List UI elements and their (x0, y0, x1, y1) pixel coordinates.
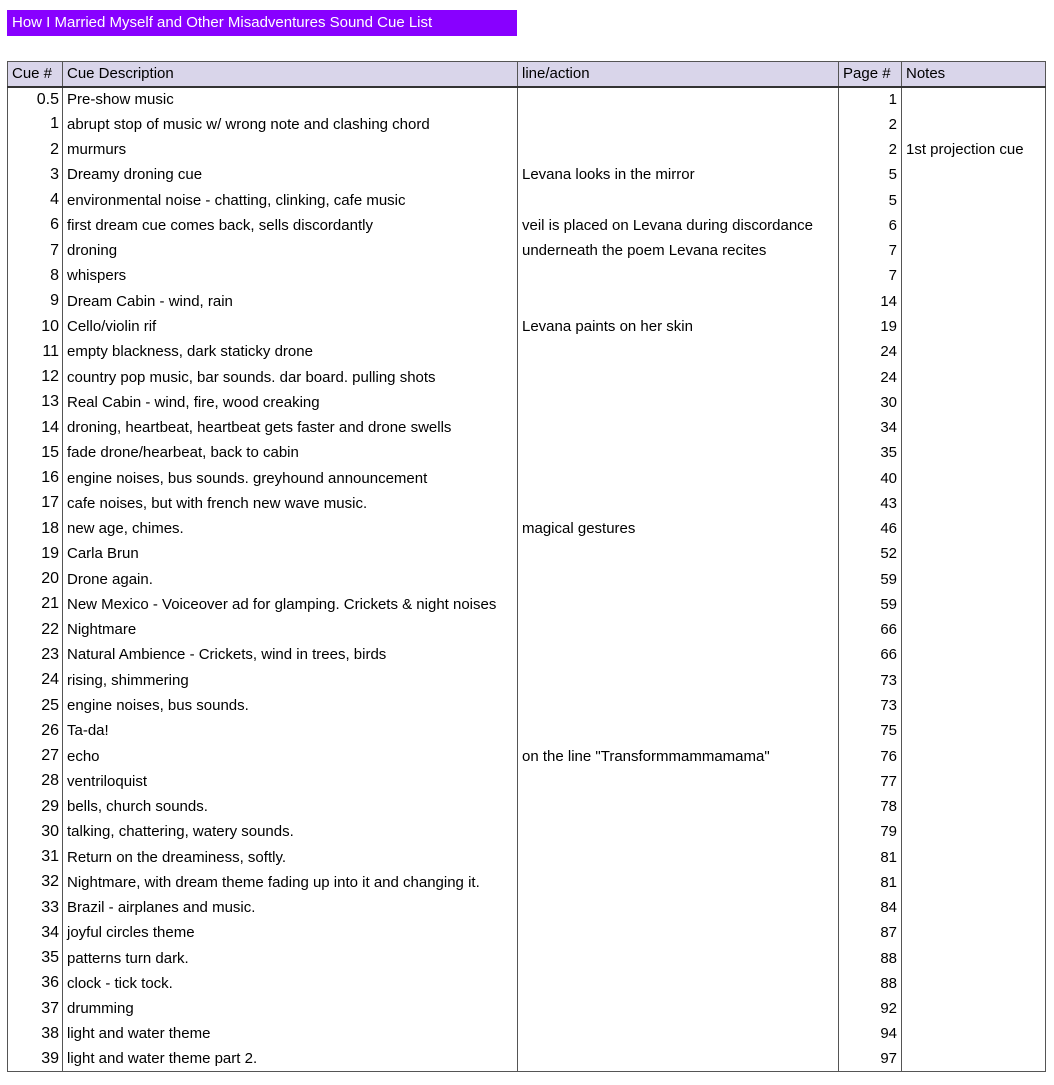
cue-number-cell: 38 (8, 1021, 63, 1046)
notes-cell (902, 895, 1046, 920)
cue-description-cell: New Mexico - Voiceover ad for glamping. Crickets & night noises (63, 592, 518, 617)
cue-number-cell: 32 (8, 870, 63, 895)
notes-cell (902, 870, 1046, 895)
line-action-cell: on the line "Transformmammamama" (518, 743, 839, 768)
table-row (8, 440, 1046, 465)
cue-number-cell: 29 (8, 794, 63, 819)
notes-cell (902, 238, 1046, 263)
cue-list-table (7, 61, 1046, 1072)
cue-number-cell: 0.5 (8, 87, 63, 112)
header-notes: Notes (902, 62, 1046, 87)
line-action-cell (518, 996, 839, 1021)
notes-cell (902, 364, 1046, 389)
line-action-cell (518, 263, 839, 288)
table-row (8, 314, 1046, 339)
line-action-cell: Levana paints on her skin (518, 314, 839, 339)
cue-description-cell: Natural Ambience - Crickets, wind in trees, birds (63, 642, 518, 667)
line-action-cell (518, 567, 839, 592)
notes-cell (902, 339, 1046, 364)
page-number-cell: 79 (839, 819, 902, 844)
notes-cell (902, 592, 1046, 617)
table-row (8, 617, 1046, 642)
table-row (8, 718, 1046, 743)
page-number-cell: 78 (839, 794, 902, 819)
line-action-cell (518, 87, 839, 112)
table-row (8, 188, 1046, 213)
notes-cell (902, 213, 1046, 238)
line-action-cell (518, 188, 839, 213)
notes-cell (902, 390, 1046, 415)
line-action-cell (518, 339, 839, 364)
cue-number-cell: 7 (8, 238, 63, 263)
line-action-cell (518, 642, 839, 667)
table-row (8, 844, 1046, 869)
page-number-cell: 88 (839, 946, 902, 971)
table-row (8, 339, 1046, 364)
notes-cell (902, 819, 1046, 844)
cue-description-cell: patterns turn dark. (63, 946, 518, 971)
notes-cell (902, 668, 1046, 693)
notes-cell (902, 617, 1046, 642)
cue-number-cell: 11 (8, 339, 63, 364)
cue-number-cell: 16 (8, 465, 63, 490)
table-row (8, 567, 1046, 592)
table-row (8, 769, 1046, 794)
table-row (8, 794, 1046, 819)
page-number-cell: 73 (839, 668, 902, 693)
table-row (8, 364, 1046, 389)
notes-cell (902, 693, 1046, 718)
page-number-cell: 7 (839, 263, 902, 288)
cue-description-cell: Nightmare (63, 617, 518, 642)
notes-cell (902, 769, 1046, 794)
page-number-cell: 52 (839, 541, 902, 566)
line-action-cell (518, 1021, 839, 1046)
cue-number-cell: 26 (8, 718, 63, 743)
line-action-cell: magical gestures (518, 516, 839, 541)
table-row (8, 946, 1046, 971)
line-action-cell (518, 769, 839, 794)
page-number-cell: 7 (839, 238, 902, 263)
page-number-cell: 24 (839, 364, 902, 389)
line-action-cell (518, 415, 839, 440)
cue-description-cell: rising, shimmering (63, 668, 518, 693)
notes-cell (902, 1021, 1046, 1046)
notes-cell (902, 263, 1046, 288)
page-number-cell: 6 (839, 213, 902, 238)
cue-description-cell: country pop music, bar sounds. dar board. pulling shots (63, 364, 518, 389)
notes-cell (902, 743, 1046, 768)
line-action-cell (518, 1047, 839, 1072)
notes-cell (902, 314, 1046, 339)
page-number-cell: 88 (839, 971, 902, 996)
notes-cell (902, 289, 1046, 314)
header-line-action: line/action (518, 62, 839, 87)
cue-description-cell: echo (63, 743, 518, 768)
cue-number-cell: 10 (8, 314, 63, 339)
page-number-cell: 34 (839, 415, 902, 440)
cue-number-cell: 4 (8, 188, 63, 213)
cue-description-cell: clock - tick tock. (63, 971, 518, 996)
page-number-cell: 5 (839, 162, 902, 187)
cue-description-cell: Carla Brun (63, 541, 518, 566)
page-number-cell: 35 (839, 440, 902, 465)
cue-description-cell: murmurs (63, 137, 518, 162)
cue-number-cell: 39 (8, 1047, 63, 1072)
table-row (8, 743, 1046, 768)
cue-description-cell: environmental noise - chatting, clinking, cafe music (63, 188, 518, 213)
cue-number-cell: 36 (8, 971, 63, 996)
cue-description-cell: Dream Cabin - wind, rain (63, 289, 518, 314)
notes-cell (902, 440, 1046, 465)
page-number-cell: 30 (839, 390, 902, 415)
page-number-cell: 5 (839, 188, 902, 213)
line-action-cell (518, 693, 839, 718)
line-action-cell (518, 844, 839, 869)
line-action-cell (518, 440, 839, 465)
line-action-cell (518, 895, 839, 920)
cue-number-cell: 20 (8, 567, 63, 592)
notes-cell: 1st projection cue (902, 137, 1046, 162)
notes-cell (902, 946, 1046, 971)
table-row (8, 1021, 1046, 1046)
cue-number-cell: 28 (8, 769, 63, 794)
table-row (8, 996, 1046, 1021)
cue-description-cell: Real Cabin - wind, fire, wood creaking (63, 390, 518, 415)
line-action-cell (518, 541, 839, 566)
table-row (8, 668, 1046, 693)
cue-number-cell: 34 (8, 920, 63, 945)
cue-number-cell: 21 (8, 592, 63, 617)
cue-description-cell: bells, church sounds. (63, 794, 518, 819)
notes-cell (902, 516, 1046, 541)
cue-description-cell: droning, heartbeat, heartbeat gets faster and drone swells (63, 415, 518, 440)
notes-cell (902, 718, 1046, 743)
cue-number-cell: 23 (8, 642, 63, 667)
header-page-number: Page # (839, 62, 902, 87)
cue-number-cell: 37 (8, 996, 63, 1021)
page-number-cell: 1 (839, 87, 902, 112)
table-row (8, 415, 1046, 440)
table-row (8, 592, 1046, 617)
cue-description-cell: Cello/violin rif (63, 314, 518, 339)
table-row (8, 895, 1046, 920)
cue-description-cell: joyful circles theme (63, 920, 518, 945)
cue-description-cell: ventriloquist (63, 769, 518, 794)
table-row (8, 870, 1046, 895)
line-action-cell (518, 289, 839, 314)
cue-description-cell: Drone again. (63, 567, 518, 592)
page-number-cell: 19 (839, 314, 902, 339)
table-row (8, 516, 1046, 541)
cue-number-cell: 19 (8, 541, 63, 566)
line-action-cell (518, 668, 839, 693)
notes-cell (902, 996, 1046, 1021)
cue-number-cell: 9 (8, 289, 63, 314)
line-action-cell (518, 390, 839, 415)
cue-description-cell: engine noises, bus sounds. (63, 693, 518, 718)
table-row (8, 971, 1046, 996)
cue-number-cell: 13 (8, 390, 63, 415)
cue-number-cell: 24 (8, 668, 63, 693)
page-number-cell: 40 (839, 465, 902, 490)
notes-cell (902, 794, 1046, 819)
cue-number-cell: 27 (8, 743, 63, 768)
table-row (8, 213, 1046, 238)
line-action-cell (518, 491, 839, 516)
cue-number-cell: 18 (8, 516, 63, 541)
table-row (8, 87, 1046, 112)
cue-description-cell: Brazil - airplanes and music. (63, 895, 518, 920)
page-number-cell: 2 (839, 137, 902, 162)
header-row (8, 62, 1046, 87)
cue-description-cell: Nightmare, with dream theme fading up into it and changing it. (63, 870, 518, 895)
page-number-cell: 97 (839, 1047, 902, 1072)
table-row (8, 162, 1046, 187)
cue-description-cell: light and water theme (63, 1021, 518, 1046)
cue-description-cell: Dreamy droning cue (63, 162, 518, 187)
notes-cell (902, 844, 1046, 869)
page-number-cell: 66 (839, 617, 902, 642)
cue-number-cell: 31 (8, 844, 63, 869)
line-action-cell (518, 592, 839, 617)
line-action-cell: veil is placed on Levana during discordance (518, 213, 839, 238)
cue-number-cell: 25 (8, 693, 63, 718)
page-number-cell: 84 (839, 895, 902, 920)
page-number-cell: 73 (839, 693, 902, 718)
notes-cell (902, 112, 1046, 137)
table-row (8, 112, 1046, 137)
cue-number-cell: 17 (8, 491, 63, 516)
table-row (8, 263, 1046, 288)
cue-description-cell: droning (63, 238, 518, 263)
table-row (8, 541, 1046, 566)
page-number-cell: 59 (839, 592, 902, 617)
cue-description-cell: first dream cue comes back, sells discordantly (63, 213, 518, 238)
page-number-cell: 92 (839, 996, 902, 1021)
cue-description-cell: Return on the dreaminess, softly. (63, 844, 518, 869)
page-number-cell: 43 (839, 491, 902, 516)
notes-cell (902, 415, 1046, 440)
page-number-cell: 24 (839, 339, 902, 364)
notes-cell (902, 1047, 1046, 1072)
cue-description-cell: Pre-show music (63, 87, 518, 112)
cue-description-cell: light and water theme part 2. (63, 1047, 518, 1072)
line-action-cell (518, 946, 839, 971)
notes-cell (902, 162, 1046, 187)
table-row (8, 642, 1046, 667)
table-row (8, 491, 1046, 516)
line-action-cell: underneath the poem Levana recites (518, 238, 839, 263)
cue-description-cell: whispers (63, 263, 518, 288)
cue-number-cell: 33 (8, 895, 63, 920)
line-action-cell (518, 819, 839, 844)
table-row (8, 1047, 1046, 1072)
cue-number-cell: 35 (8, 946, 63, 971)
cue-number-cell: 1 (8, 112, 63, 137)
line-action-cell (518, 971, 839, 996)
cue-number-cell: 30 (8, 819, 63, 844)
line-action-cell (518, 137, 839, 162)
notes-cell (902, 87, 1046, 112)
cue-number-cell: 12 (8, 364, 63, 389)
page-number-cell: 2 (839, 112, 902, 137)
notes-cell (902, 642, 1046, 667)
table-row (8, 137, 1046, 162)
cue-description-cell: fade drone/hearbeat, back to cabin (63, 440, 518, 465)
line-action-cell (518, 794, 839, 819)
page-number-cell: 75 (839, 718, 902, 743)
notes-cell (902, 465, 1046, 490)
table-row (8, 819, 1046, 844)
cue-number-cell: 2 (8, 137, 63, 162)
line-action-cell (518, 112, 839, 137)
notes-cell (902, 491, 1046, 516)
page-number-cell: 66 (839, 642, 902, 667)
cue-description-cell: Ta-da! (63, 718, 518, 743)
cue-number-cell: 3 (8, 162, 63, 187)
cue-number-cell: 6 (8, 213, 63, 238)
header-cue-number: Cue # (8, 62, 63, 87)
page-number-cell: 46 (839, 516, 902, 541)
cue-description-cell: abrupt stop of music w/ wrong note and clashing chord (63, 112, 518, 137)
line-action-cell (518, 920, 839, 945)
table-row (8, 289, 1046, 314)
line-action-cell (518, 465, 839, 490)
notes-cell (902, 541, 1046, 566)
line-action-cell (518, 870, 839, 895)
notes-cell (902, 920, 1046, 945)
table-row (8, 693, 1046, 718)
cue-rows (8, 87, 1046, 1072)
page-number-cell: 81 (839, 870, 902, 895)
header-cue-description: Cue Description (63, 62, 518, 87)
cue-description-cell: new age, chimes. (63, 516, 518, 541)
line-action-cell: Levana looks in the mirror (518, 162, 839, 187)
table-row (8, 390, 1046, 415)
cue-description-cell: engine noises, bus sounds. greyhound announcement (63, 465, 518, 490)
table-row (8, 238, 1046, 263)
cue-description-cell: cafe noises, but with french new wave music. (63, 491, 518, 516)
notes-cell (902, 188, 1046, 213)
notes-cell (902, 567, 1046, 592)
notes-cell (902, 971, 1046, 996)
cue-number-cell: 8 (8, 263, 63, 288)
cue-description-cell: empty blackness, dark staticky drone (63, 339, 518, 364)
page-number-cell: 81 (839, 844, 902, 869)
page-number-cell: 14 (839, 289, 902, 314)
document-title: How I Married Myself and Other Misadventures Sound Cue List (7, 10, 517, 36)
cue-number-cell: 14 (8, 415, 63, 440)
cue-number-cell: 15 (8, 440, 63, 465)
cue-number-cell: 22 (8, 617, 63, 642)
table-row (8, 465, 1046, 490)
cue-description-cell: drumming (63, 996, 518, 1021)
line-action-cell (518, 364, 839, 389)
page-number-cell: 94 (839, 1021, 902, 1046)
page-number-cell: 59 (839, 567, 902, 592)
line-action-cell (518, 617, 839, 642)
line-action-cell (518, 718, 839, 743)
page-number-cell: 87 (839, 920, 902, 945)
table-row (8, 920, 1046, 945)
page-number-cell: 77 (839, 769, 902, 794)
page-number-cell: 76 (839, 743, 902, 768)
cue-description-cell: talking, chattering, watery sounds. (63, 819, 518, 844)
